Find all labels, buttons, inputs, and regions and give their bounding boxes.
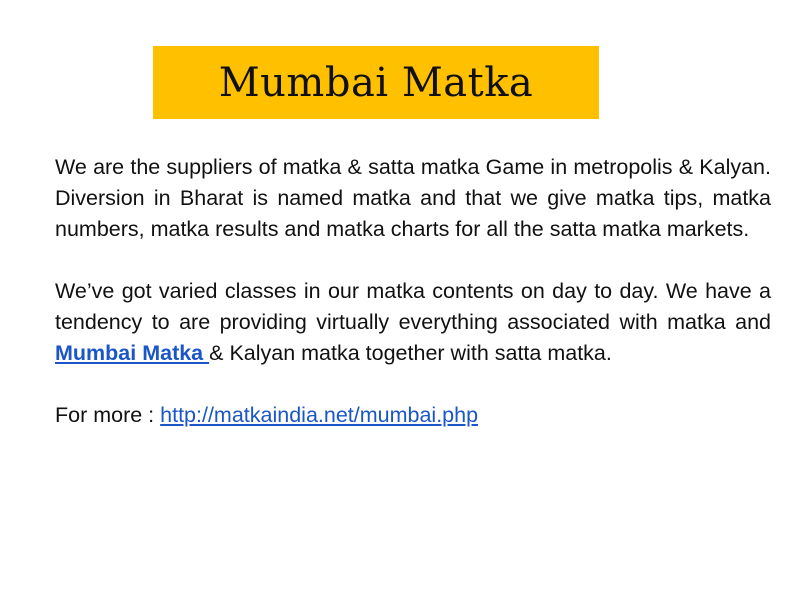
mumbai-matka-link[interactable]: Mumbai Matka: [55, 341, 210, 365]
paragraph-classes-text-end: & Kalyan matka together with satta matka.: [209, 341, 612, 365]
body-content: [55, 152, 771, 431]
spacer: [55, 245, 771, 276]
more-label: For more :: [55, 403, 161, 427]
paragraph-classes: [55, 276, 771, 369]
more-info-line: [55, 400, 771, 431]
spacer: [55, 369, 771, 400]
title-banner: [153, 46, 599, 119]
paragraph-intro: We are the suppliers of matka & satta matka Game in metropolis & Kalyan. Diversion in Bharat is named matka and that we give matka tips, matka numbers, matka results and matka charts for all the satta matka markets.: [55, 155, 771, 241]
page-title: Mumbai Matka: [218, 59, 534, 106]
paragraph-classes-text-start: We’ve got varied classes in our matka contents on day to day. We have a tendency to are providing virtually everything associated with matka and: [55, 279, 771, 334]
more-url-link[interactable]: http://matkaindia.net/mumbai.php: [160, 403, 479, 427]
